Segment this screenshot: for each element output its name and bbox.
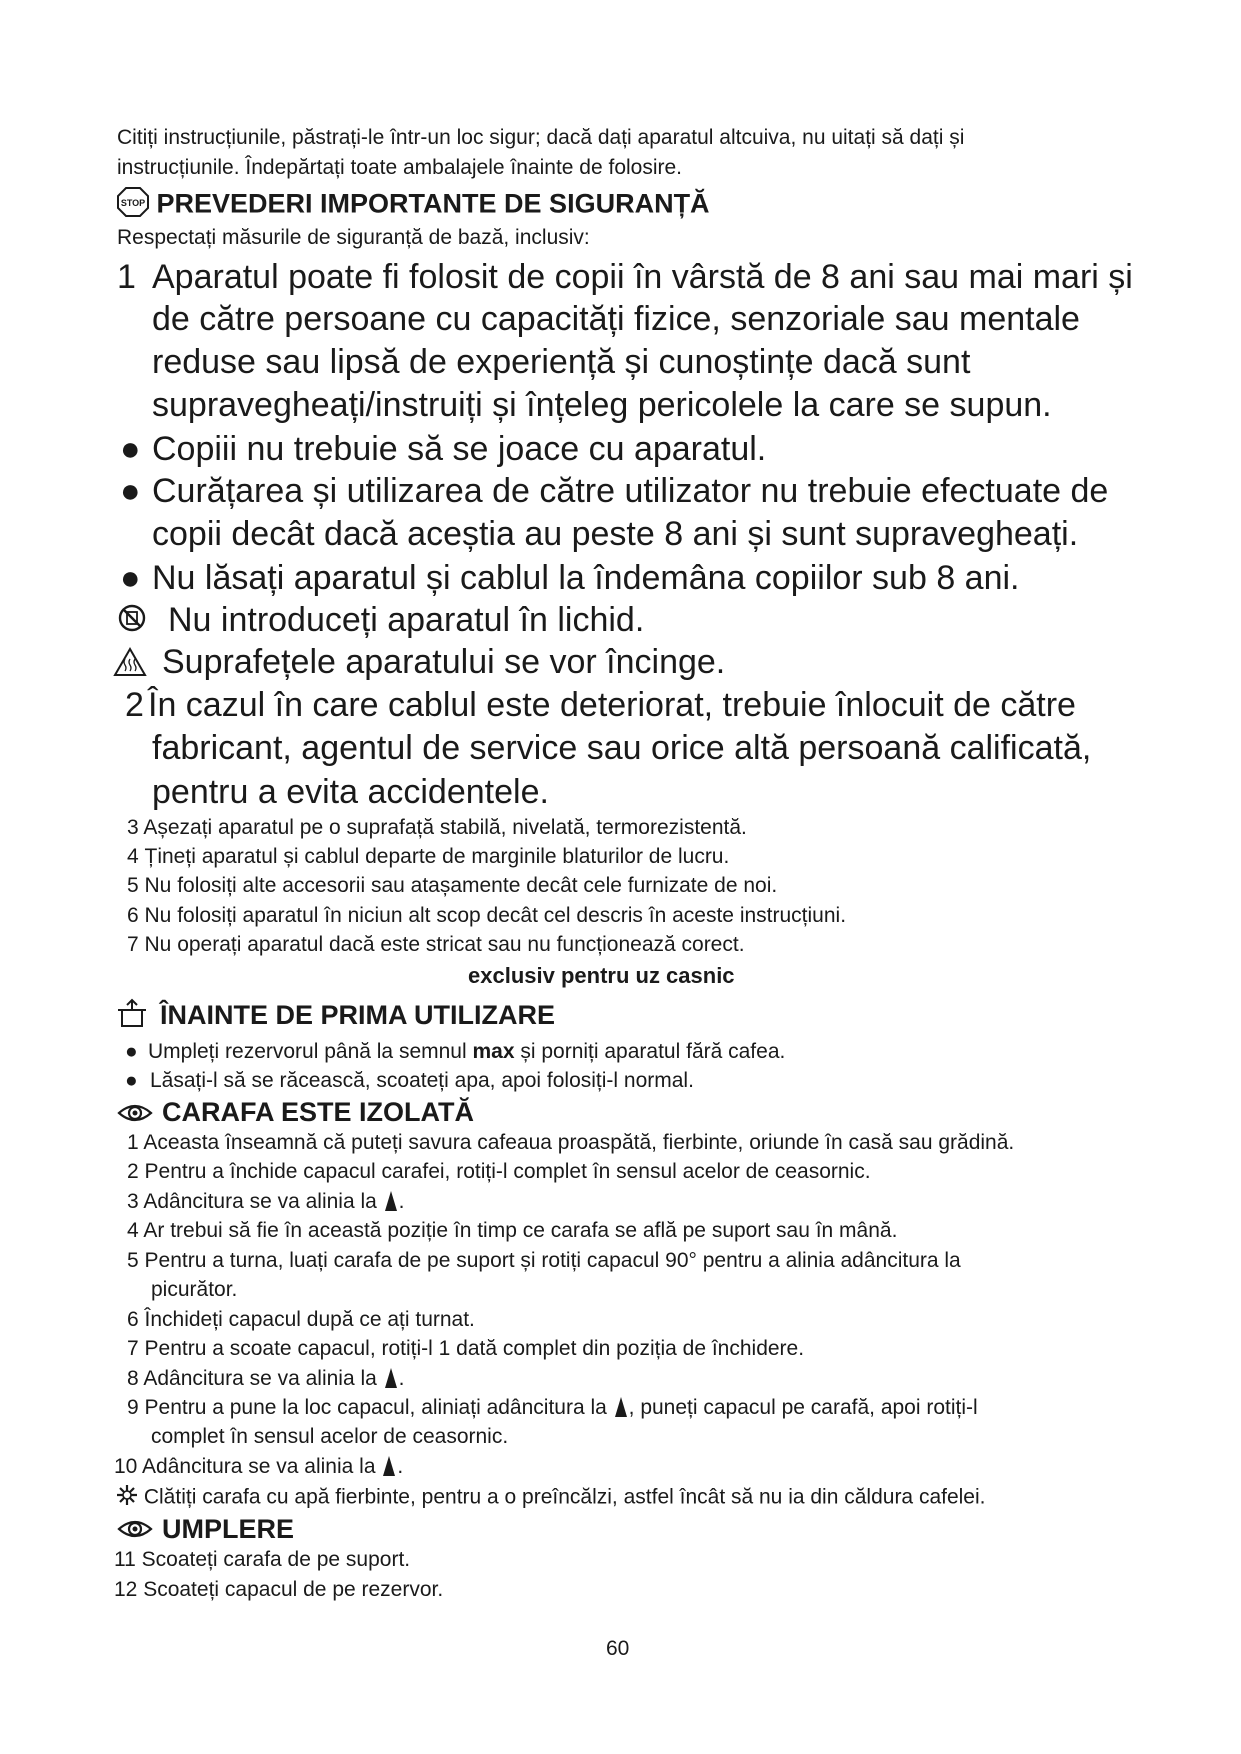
household-use-note: exclusiv pentru uz casnic [468, 963, 735, 988]
safety-item-1-line-3: reduse sau lipsă de experiență și cunoștințe dacă sunt [152, 343, 971, 381]
safety-item-7: 7 Nu operați aparatul dacă este stricat sau nu funcționează corect. [127, 933, 745, 956]
filling-heading: UMPLERE [162, 1514, 295, 1544]
carafe-line-7: 7 Pentru a scoate capacul, rotiți-l 1 dată complet din poziția de închidere. [127, 1337, 805, 1360]
safety-item-1-line-1: Aparatul poate fi folosit de copii în vârstă de 8 ani sau mai mari și [152, 258, 1133, 296]
safety-item-4: 4 Țineți aparatul și cablul departe de marginile blaturilor de lucru. [127, 845, 730, 868]
bullet-icon: ● [120, 430, 141, 468]
unbox-icon [116, 998, 148, 1035]
hot-surface-text: Suprafețele aparatului se vor încinge. [162, 643, 726, 681]
safety-item-2-line-1: În cazul în care cablul este deteriorat, trebuie înlocuit de către [148, 686, 1076, 724]
safety-item-2-line-2: fabricant, agentul de service sau orice altă persoană calificată, [152, 729, 1092, 767]
hot-surface-icon [113, 647, 147, 686]
carafe-heading-row [117, 1100, 153, 1132]
alignment-marker-icon [383, 1456, 395, 1476]
intro-line-2: instrucțiunile. Îndepărtați toate ambalajele înainte de folosire. [117, 156, 683, 179]
bullet-icon: ● [120, 559, 141, 597]
before-first-use-bullet-2: Lăsați-l să se răcească, scoateți apa, apoi folosiți-l normal. [150, 1069, 694, 1092]
stop-icon [117, 187, 149, 224]
carafe-line-9a: 9 Pentru a pune la loc capacul, aliniați adâncitura la , puneți capacul pe carafă, apoi rotiți-l [127, 1396, 978, 1419]
carafe-tip-row [116, 1484, 985, 1512]
before-first-use-heading-row [116, 998, 148, 1035]
safety-item-6: 6 Nu folosiți aparatul în niciun alt scop decât cel descris în aceste instrucțiuni. [127, 904, 847, 927]
svg-text:STOP: STOP [120, 198, 146, 208]
no-immerse-text: Nu introduceți aparatul în lichid. [168, 601, 645, 639]
hot-surface-row [113, 645, 147, 686]
carafe-line-6: 6 Închideți capacul după ce ați turnat. [127, 1308, 475, 1331]
safety-bullet-3: Nu lăsați aparatul și cablul la îndemâna copiilor sub 8 ani. [152, 559, 1020, 597]
carafe-line-8: 8 Adâncitura se va alinia la . [127, 1367, 405, 1390]
eye-icon [117, 1517, 153, 1548]
filling-line-11: 11 Scoateți carafa de pe suport. [114, 1548, 411, 1571]
before-first-use-bullet-1: Umpleți rezervorul până la semnul max și porniți aparatul fără cafea. [148, 1040, 786, 1063]
carafe-tip-text: Clătiți carafa cu apă fierbinte, pentru a o preîncălzi, astfel încât să nu ia din căldura cafelei. [143, 1485, 986, 1509]
bullet-icon: ● [120, 472, 141, 510]
carafe-line-10: 10 Adâncitura se va alinia la . [114, 1455, 404, 1478]
safety-item-2-line-3: pentru a evita accidentele. [152, 773, 549, 811]
safety-item-2-num: 2 [125, 686, 144, 724]
carafe-line-5b: picurător. [151, 1278, 238, 1301]
eye-icon [117, 1101, 153, 1132]
safety-subheading: Respectați măsurile de siguranță de bază, inclusiv: [117, 226, 590, 249]
safety-heading: PREVEDERI IMPORTANTE DE SIGURANȚĂ [156, 188, 710, 219]
safety-heading-row [117, 187, 710, 224]
alignment-marker-icon [385, 1191, 397, 1211]
carafe-line-1: 1 Aceasta înseamnă că puteți savura cafeaua proaspătă, fierbinte, oriunde în casă sau grădină. [127, 1131, 1015, 1154]
filling-heading-row [117, 1516, 153, 1548]
bullet-icon: ● [125, 1069, 138, 1092]
safety-item-3: 3 Așezați aparatul pe o suprafață stabilă, nivelată, termorezistentă. [127, 816, 747, 839]
carafe-line-9b: complet în sensul acelor de ceasornic. [151, 1425, 509, 1448]
before-first-use-heading: ÎNAINTE DE PRIMA UTILIZARE [160, 1000, 555, 1030]
tip-star-icon [116, 1484, 138, 1512]
alignment-marker-icon [615, 1397, 627, 1417]
safety-item-5: 5 Nu folosiți alte accesorii sau atașamente decât cele furnizate de noi. [127, 874, 778, 897]
safety-item-1-line-2: de către persoane cu capacități fizice, senzoriale sau mentale [152, 300, 1080, 338]
intro-line-1: Citiți instrucțiunile, păstrați-le într-un loc sigur; dacă dați aparatul altcuiva, nu uitați să dați și [117, 126, 965, 149]
carafe-line-5a: 5 Pentru a turna, luați carafa de pe suport și rotiți capacul 90° pentru a alinia adâncitura la [127, 1249, 961, 1272]
safety-bullet-2-line-2: copii decât dacă aceștia au peste 8 ani și sunt supravegheați. [152, 515, 1079, 553]
alignment-marker-icon [385, 1368, 397, 1388]
carafe-line-2: 2 Pentru a închide capacul carafei, rotiți-l complet în sensul acelor de ceasornic. [127, 1160, 871, 1183]
no-immerse-icon [117, 603, 147, 642]
page-number: 60 [606, 1637, 630, 1660]
safety-bullet-1: Copiii nu trebuie să se joace cu aparatul. [152, 430, 767, 468]
no-immerse-row [117, 601, 147, 642]
carafe-heading: CARAFA ESTE IZOLATĂ [162, 1097, 474, 1127]
bullet-icon: ● [125, 1040, 138, 1063]
carafe-line-3: 3 Adâncitura se va alinia la . [127, 1190, 405, 1213]
carafe-line-4: 4 Ar trebui să fie în această poziție în timp ce carafa se află pe suport sau în mână. [127, 1219, 898, 1242]
safety-item-1-line-4: supravegheați/instruiți și înțeleg pericolele la care se supun. [152, 386, 1052, 424]
safety-item-1-num: 1 [117, 258, 136, 296]
filling-line-12: 12 Scoateți capacul de pe rezervor. [114, 1578, 444, 1601]
safety-bullet-2-line-1: Curățarea și utilizarea de către utilizator nu trebuie efectuate de [152, 472, 1109, 510]
